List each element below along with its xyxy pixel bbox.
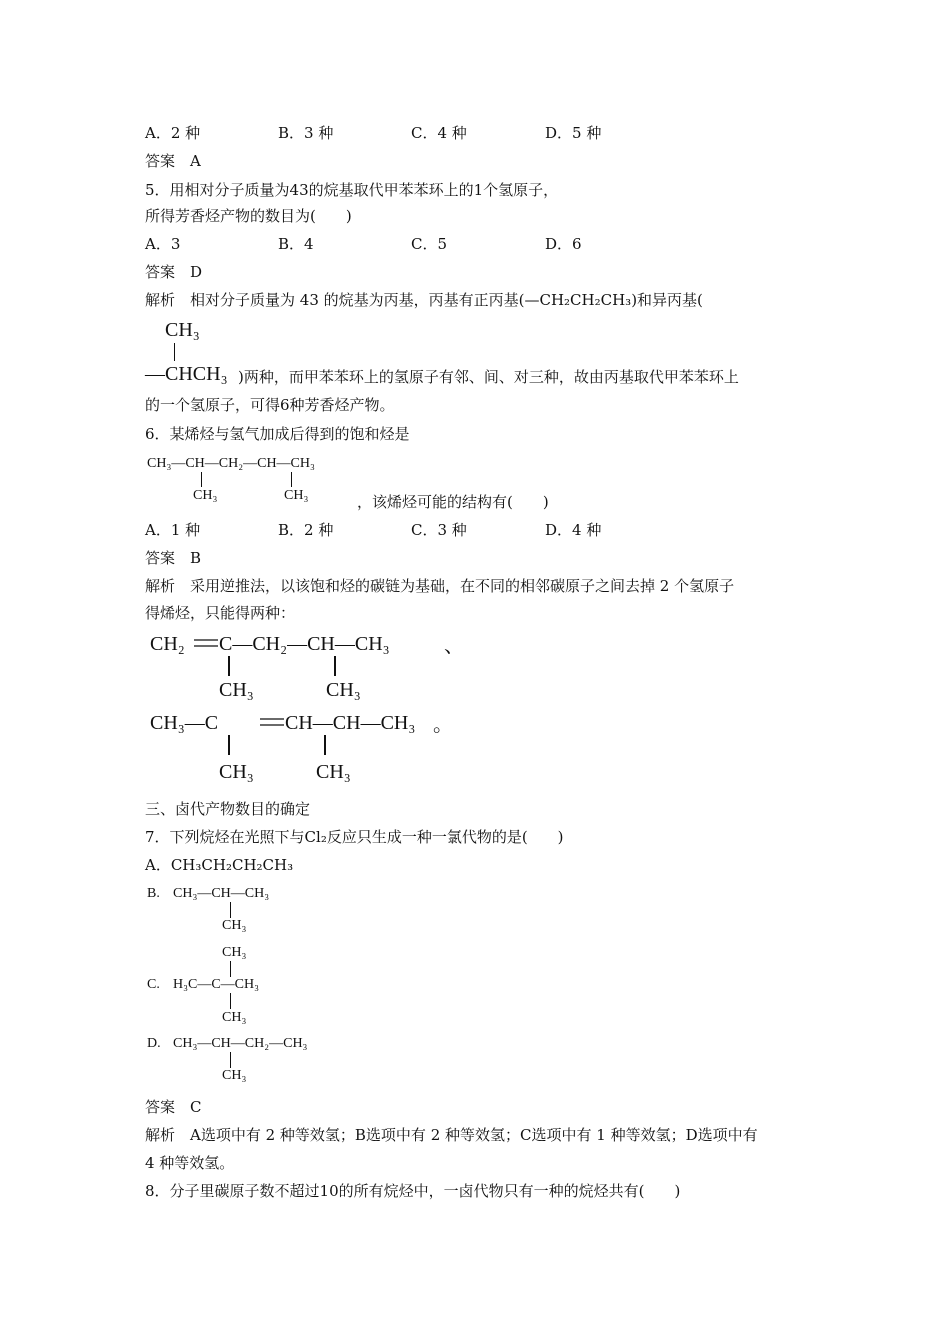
- product2-sub1: CH₃: [219, 761, 254, 783]
- q6-struct-main: CH₃—CH—CH₂—CH—CH₃: [147, 456, 315, 471]
- q5-option-a: A．3: [145, 235, 181, 253]
- q4-option-b: B．3 种: [278, 124, 334, 142]
- q7-analysis-line1: 解析 A选项中有 2 种等效氢；B选项中有 2 种等效氢；C选项中有 1 种等效氢；D选项中有: [145, 1126, 758, 1144]
- q6-option-b: B．2 种: [278, 521, 334, 539]
- q4-option-a: A．2 种: [145, 124, 201, 142]
- q5-option-c: C．5: [411, 235, 448, 253]
- q6-stem: 6．某烯烃与氢气加成后得到的饱和烃是: [145, 425, 410, 443]
- q7-option-d-main: CH₃—CH—CH₂—CH₃: [173, 1036, 308, 1051]
- q7-option-c-bond-top: [230, 961, 231, 977]
- q7-option-d-bond: [230, 1052, 231, 1068]
- q7-option-b-label: B.: [147, 886, 160, 901]
- q6-analysis-line2: 得烯烃，只能得两种：: [145, 604, 296, 622]
- product1-main-b: C—CH₂—CH—CH₃: [219, 633, 390, 655]
- q6-struct-sub1: CH₃: [193, 488, 218, 503]
- isopropyl-top: CH₃: [165, 319, 200, 341]
- q5-option-d: D．6: [545, 235, 582, 253]
- q7-stem: 7．下列烷烃在光照下与Cl₂反应只生成一种一氯代物的是( ): [145, 828, 564, 846]
- q6-option-d: D．4 种: [545, 521, 602, 539]
- q7-option-d-sub: CH₃: [222, 1068, 247, 1083]
- product2-main-b: CH—CH—CH₃: [285, 712, 416, 734]
- product2-bond2: [324, 735, 326, 755]
- q7-answer: 答案 C: [145, 1098, 202, 1116]
- q4-option-d: D．5 种: [545, 124, 602, 142]
- q7-option-a: A．CH₃CH₂CH₂CH₃: [145, 856, 294, 874]
- q5-stem-line2: 所得芳香烃产物的数目为( ): [145, 207, 352, 225]
- q6-stem-tail: ，该烯烃可能的结构有( ): [357, 493, 549, 511]
- product2-tail: 。: [433, 714, 453, 736]
- product1-bond2: [334, 656, 336, 676]
- q7-option-d-label: D.: [147, 1036, 161, 1051]
- q7-option-c-top: CH₃: [222, 945, 247, 960]
- q5-analysis-line2: )两种，而甲苯苯环上的氢原子有邻、间、对三种，故由丙基取代甲苯苯环上: [238, 368, 739, 386]
- product1-bond1: [228, 656, 230, 676]
- q5-analysis-line3: 的一个氢原子，可得6种芳香烃产物。: [145, 396, 395, 414]
- q6-analysis-line1: 解析 采用逆推法，以该饱和烃的碳链为基础，在不同的相邻碳原子之间去掉 2 个氢原子: [145, 577, 735, 595]
- product2-main-a: CH₃—C: [150, 712, 219, 734]
- q5-answer: 答案 D: [145, 263, 203, 281]
- q7-option-b-sub: CH₃: [222, 918, 247, 933]
- q8-stem: 8．分子里碳原子数不超过10的所有烷烃中，一卤代物只有一种的烷烃共有( ): [145, 1182, 681, 1200]
- section3-title: 三、卤代产物数目的确定: [145, 800, 311, 818]
- q7-analysis-line2: 4 种等效氢。: [145, 1154, 235, 1172]
- product1-main-a: CH₂: [150, 633, 185, 655]
- isopropyl-main: —CHCH₃: [145, 363, 228, 385]
- q7-option-b-main: CH₃—CH—CH₃: [173, 886, 270, 901]
- q4-option-c: C．4 种: [411, 124, 467, 142]
- q6-struct-sub2: CH₃: [284, 488, 309, 503]
- q5-stem-line1: 5．用相对分子质量为43的烷基取代甲苯苯环上的1个氢原子，: [145, 181, 559, 199]
- q7-option-c-label: C.: [147, 977, 160, 992]
- q6-option-a: A．1 种: [145, 521, 201, 539]
- q7-option-c-sub: CH₃: [222, 1010, 247, 1025]
- product1-tail: 、: [444, 635, 464, 657]
- product2-bond1: [228, 735, 230, 755]
- product1-sub1: CH₃: [219, 679, 254, 701]
- q4-answer: 答案 A: [145, 152, 201, 170]
- q5-option-b: B．4: [278, 235, 314, 253]
- q6-option-c: C．3 种: [411, 521, 467, 539]
- q7-option-b-bond: [230, 902, 231, 918]
- product1-sub2: CH₃: [326, 679, 361, 701]
- q5-analysis-line1: 解析 相对分子质量为 43 的烷基为丙基，丙基有正丙基(—CH₂CH₂CH₃)和异丙基(: [145, 291, 703, 309]
- product2-sub2: CH₃: [316, 761, 351, 783]
- q7-option-c-main: H₃C—C—CH₃: [173, 977, 259, 992]
- q6-answer: 答案 B: [145, 549, 202, 567]
- q7-option-c-bond-bottom: [230, 993, 231, 1009]
